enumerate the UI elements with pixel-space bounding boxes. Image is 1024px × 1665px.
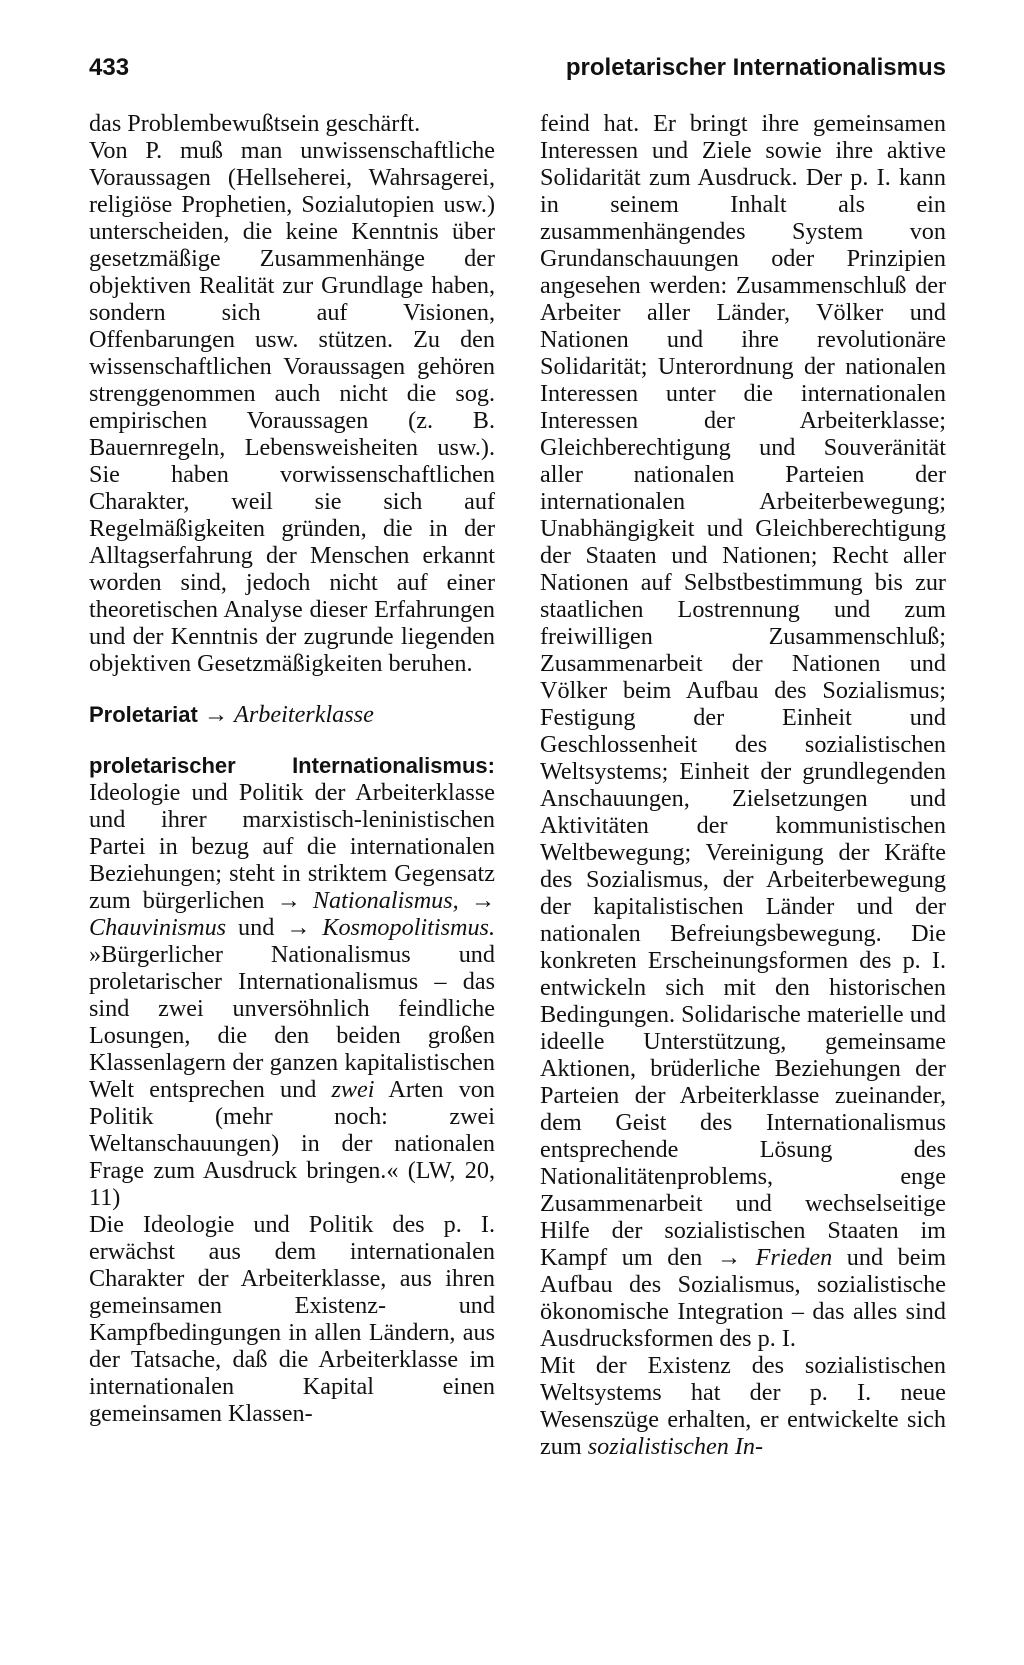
quotation: »Bürgerlicher Nationalismus und proletarischer Internationalismus – das sind zwei unversöhnlich feindliche Losungen, die den beiden großen Klassenlagern der ganzen kapitalistischen Welt entsprechen und [89, 941, 495, 1103]
cross-reference-arrow-icon: → [470, 887, 496, 914]
emphasis: zwei [331, 1076, 375, 1103]
cross-reference[interactable]: Kosmopolitismus. [322, 914, 496, 941]
entry-proletariat [89, 701, 495, 728]
cross-reference[interactable]: Arbeiterklasse [234, 701, 374, 728]
paragraph [540, 1352, 946, 1460]
cross-reference-arrow-icon: → [203, 701, 229, 728]
paragraph: Von P. muß man unwissenschaftliche Voraussagen (Hellseherei, Wahrsagerei, religiöse Prophetien, Sozialutopien usw.) unterscheiden, die keine Kenntnis über gesetzmäßige Zusammenhänge der objektiven Realität zur Grundlage haben, sondern sich auf Visionen, Offenbarungen usw. stützen. Zu den wissenschaftlichen Voraussagen gehören strenggenommen auch nicht die sog. empirischen Voraussagen (z. B. Bauernregeln, Lebensweisheiten usw.). Sie haben vorwissenschaftlichen Charakter, weil sie sich auf Regelmäßigkeiten gründen, die in der Alltagserfahrung der Menschen erkannt worden sind, jedoch nicht auf einer theoretischen Analyse dieser Erfahrungen und der Kenntnis der zugrunde liegenden objektiven Gesetzmäßigkeiten beruhen. [89, 137, 495, 677]
entry-headword: proletarischer Internationalismus: [89, 753, 495, 778]
entry-proletarischer-internationalismus [89, 752, 495, 1211]
paragraph: das Problembewußtsein geschärft. [89, 110, 421, 137]
quotation: Arten von Politik (mehr noch: zwei Weltanschauungen) in der nationalen Frage zum Ausdruck bringen.« (LW, 20, 11) [89, 1076, 495, 1211]
page-header [89, 50, 946, 90]
cross-reference-arrow-icon: → [286, 914, 311, 941]
running-head: proletarischer Internationalismus [565, 54, 946, 81]
entry-headword: Proletariat [89, 702, 198, 727]
conjunction: und [238, 914, 275, 941]
left-column [89, 110, 495, 1427]
cross-reference[interactable]: Nationalismus, [312, 887, 459, 914]
paragraph: Die Ideologie und Politik des p. I. erwächst aus dem internationalen Charakter der Arbeiterklasse, aus ihren gemeinsamen Existenz- und Kampfbedingungen in allen Ländern, aus der Tatsache, daß die Arbeiterklasse im internationalen Kapital einen gemeinsamen Klassen- [89, 1211, 495, 1427]
paragraph [540, 110, 946, 1352]
emphasis: sozialistischen In- [587, 1433, 764, 1460]
entry-text: Ideologie und Politik der Arbeiterklasse und ihrer marxistisch-leninistischen Partei in bezug auf die internationalen Beziehungen; steht in striktem Gegensatz zum bürgerlichen [89, 779, 495, 914]
paragraph-text: Mit der Existenz des sozialistischen Weltsystems hat der p. I. neue Wesenszüge erhalten, er entwickelte sich zum [540, 1352, 946, 1460]
paragraph-text: und beim Aufbau des Sozialismus, sozialistische ökonomische Integration – das alles sind Ausdrucksformen des p. I. [540, 1244, 947, 1352]
page-number: 433 [89, 54, 130, 81]
cross-reference-arrow-icon: → [716, 1244, 741, 1271]
paragraph-text: feind hat. Er bringt ihre gemeinsamen Interessen und Ziele sowie ihre aktive Solidarität zum Ausdruck. Der p. I. kann in seinem Inhalt als ein zusammenhängendes System von Grundanschauungen oder Prinzipien angesehen werden: Zusammenschluß der Arbeiter aller Länder, Völker und Nationen und ihre revolutionäre Solidarität; Unterordnung der nationalen Interessen unter die internationalen Interessen der Arbeiterklasse; Gleichberechtigung und Souveränität aller nationalen Parteien der internationalen Arbeiterbewegung; Unabhängigkeit und Gleichberechtigung der Staaten und Nationen; Recht aller Nationen auf Selbstbestimmung bis zur staatlichen Lostrennung und zum freiwilligen Zusammenschluß; Zusammenarbeit der Nationen und Völker beim Aufbau des Sozialismus; Festigung der Einheit und Geschlossenheit des sozialistischen Weltsystems; Einheit der grundlegenden Anschauungen, Zielsetzungen und Aktivitäten der kommunistischen Weltbewegung; Vereinigung der Kräfte des Sozialismus, der Arbeiterbewegung der kapitalistischen Länder und der nationalen Befreiungsbewegung. Die konkreten Erscheinungsformen des p. I. entwickeln sich mit den historischen Bedingungen. Solidarische materielle und ideelle Unterstützung, gemeinsame Aktionen, brüderliche Beziehungen der Parteien der Arbeiterklasse zueinander, dem Geist des Internationalismus entsprechende Lösung des Nationalitätenproblems, enge Zusammenarbeit und wechselseitige Hilfe der sozialistischen Staaten im Kampf um den [540, 110, 946, 1271]
right-column [540, 110, 946, 1460]
cross-reference[interactable]: Chauvinismus [89, 914, 227, 941]
cross-reference-arrow-icon: → [276, 887, 301, 914]
cross-reference[interactable]: Frieden [755, 1244, 833, 1271]
